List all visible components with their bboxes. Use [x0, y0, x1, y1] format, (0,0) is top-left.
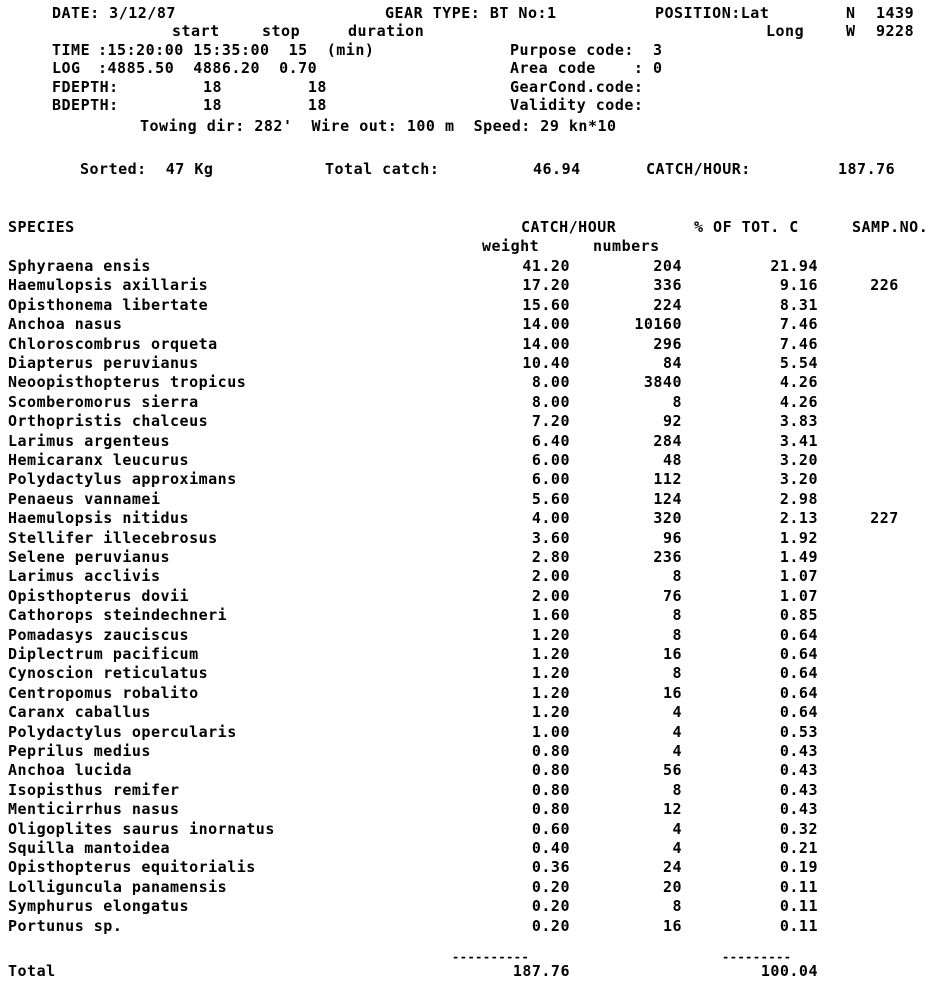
- numbers-header: numbers: [593, 237, 660, 255]
- pct-value: 0.11: [779, 878, 818, 896]
- fdepth-values: 18 18: [203, 78, 327, 96]
- species-name: Polydactylus opercularis: [8, 723, 237, 741]
- table-row: [0, 353, 950, 373]
- weight-value: 6.00: [531, 451, 570, 469]
- pct-value: 0.64: [779, 664, 818, 682]
- pct-value: 1.07: [779, 587, 818, 605]
- pct-value: 0.64: [779, 626, 818, 644]
- pct-value: 0.64: [779, 645, 818, 663]
- species-name: Pomadasys zauciscus: [8, 626, 190, 644]
- weight-value: 2.00: [531, 587, 570, 605]
- numbers-value: 12: [662, 800, 682, 818]
- table-row: [0, 334, 950, 354]
- numbers-value: 84: [662, 354, 682, 372]
- samp-no-header: SAMP.NO.: [852, 218, 929, 236]
- weight-underline: ----------: [452, 950, 530, 964]
- weight-value: 1.20: [531, 684, 570, 702]
- numbers-value: 320: [653, 509, 682, 527]
- species-name: Diapterus peruvianus: [8, 354, 199, 372]
- weight-value: 3.60: [531, 529, 570, 547]
- numbers-value: 224: [653, 296, 682, 314]
- pct-value: 3.83: [779, 412, 818, 430]
- catch-hour-label: CATCH/HOUR:: [646, 160, 751, 178]
- sample-number: 226: [870, 276, 899, 294]
- species-name: Portunus sp.: [8, 917, 123, 935]
- numbers-value: 236: [653, 548, 682, 566]
- numbers-value: 76: [662, 587, 682, 605]
- table-row: [0, 489, 950, 509]
- table-row: [0, 877, 950, 897]
- species-name: Centropomus robalito: [8, 684, 199, 702]
- time-label: TIME: [52, 41, 91, 59]
- numbers-value: 8: [672, 567, 682, 585]
- species-name: Isopisthus remifer: [8, 781, 180, 799]
- pct-underline: ---------: [722, 950, 792, 964]
- weight-value: 4.00: [531, 509, 570, 527]
- weight-value: 0.20: [531, 878, 570, 896]
- weight-value: 0.40: [531, 839, 570, 857]
- pct-value: 0.43: [779, 742, 818, 760]
- numbers-value: 8: [672, 664, 682, 682]
- numbers-value: 4: [672, 839, 682, 857]
- catch-hour-value: 187.76: [838, 160, 896, 178]
- numbers-value: 4: [672, 723, 682, 741]
- numbers-value: 8: [672, 626, 682, 644]
- table-row: [0, 392, 950, 412]
- numbers-value: 92: [662, 412, 682, 430]
- numbers-value: 16: [662, 684, 682, 702]
- numbers-value: 8: [672, 781, 682, 799]
- pct-value: 1.07: [779, 567, 818, 585]
- gearcond-code: GearCond.code:: [510, 78, 644, 96]
- table-row: [0, 450, 950, 470]
- species-name: Cathorops steindechneri: [8, 606, 228, 624]
- weight-value: 5.60: [531, 490, 570, 508]
- pct-value: 0.43: [779, 761, 818, 779]
- position-lat-label: POSITION:Lat: [655, 4, 770, 22]
- pct-value: 8.31: [779, 296, 818, 314]
- total-catch-value: 46.94: [533, 160, 581, 178]
- species-name: Diplectrum pacificum: [8, 645, 199, 663]
- validity-code: Validity code:: [510, 96, 644, 114]
- pct-value: 0.43: [779, 800, 818, 818]
- weight-value: 10.40: [522, 354, 570, 372]
- numbers-value: 20: [662, 878, 682, 896]
- weight-value: 0.20: [531, 897, 570, 915]
- weight-value: 0.60: [531, 820, 570, 838]
- table-row: [0, 799, 950, 819]
- species-name: Cynoscion reticulatus: [8, 664, 209, 682]
- numbers-value: 204: [653, 257, 682, 275]
- pct-value: 1.49: [779, 548, 818, 566]
- numbers-value: 284: [653, 432, 682, 450]
- weight-value: 0.80: [531, 742, 570, 760]
- species-header: SPECIES: [8, 218, 75, 236]
- pct-value: 3.20: [779, 470, 818, 488]
- weight-value: 2.00: [531, 567, 570, 585]
- weight-header: weight: [482, 237, 540, 255]
- weight-value: 17.20: [522, 276, 570, 294]
- fdepth-label: FDEPTH:: [52, 78, 119, 96]
- table-row: [0, 760, 950, 780]
- table-row: [0, 683, 950, 703]
- weight-value: 6.00: [531, 470, 570, 488]
- gear-type-label: GEAR TYPE: BT No:1: [385, 4, 557, 22]
- pct-value: 0.53: [779, 723, 818, 741]
- table-row: [0, 838, 950, 858]
- table-row: [0, 431, 950, 451]
- table-row: [0, 314, 950, 334]
- long-label: Long: [766, 22, 805, 40]
- pct-value: 21.94: [770, 257, 818, 275]
- numbers-value: 296: [653, 335, 682, 353]
- species-name: Peprilus medius: [8, 742, 151, 760]
- pct-value: 3.41: [779, 432, 818, 450]
- table-row: [0, 857, 950, 877]
- pct-value: 2.13: [779, 509, 818, 527]
- pct-value: 0.64: [779, 684, 818, 702]
- species-name: Chloroscombrus orqueta: [8, 335, 218, 353]
- species-name: Penaeus vannamei: [8, 490, 161, 508]
- bdepth-values: 18 18: [203, 96, 327, 114]
- weight-value: 1.20: [531, 645, 570, 663]
- weight-value: 14.00: [522, 315, 570, 333]
- species-name: Anchoa nasus: [8, 315, 123, 333]
- table-row: [0, 411, 950, 431]
- species-name: Menticirrhus nasus: [8, 800, 180, 818]
- weight-value: 1.20: [531, 664, 570, 682]
- numbers-value: 112: [653, 470, 682, 488]
- pct-value: 7.46: [779, 335, 818, 353]
- species-name: Sphyraena ensis: [8, 257, 151, 275]
- numbers-value: 3840: [643, 373, 682, 391]
- col-duration-label: duration: [348, 22, 425, 40]
- species-name: Caranx caballus: [8, 703, 151, 721]
- table-row: [0, 275, 950, 295]
- numbers-value: 8: [672, 897, 682, 915]
- species-name: Polydactylus approximans: [8, 470, 237, 488]
- pct-value: 2.98: [779, 490, 818, 508]
- species-name: Squilla mantoidea: [8, 839, 171, 857]
- pct-value: 0.11: [779, 917, 818, 935]
- pct-value: 0.19: [779, 858, 818, 876]
- log-values: :4885.50 4886.20 0.70: [98, 59, 318, 77]
- numbers-value: 336: [653, 276, 682, 294]
- pct-value: 0.43: [779, 781, 818, 799]
- pct-value: 3.20: [779, 451, 818, 469]
- pct-value: 0.64: [779, 703, 818, 721]
- species-name: Haemulopsis nitidus: [8, 509, 190, 527]
- col-stop-label: stop: [262, 22, 301, 40]
- numbers-value: 10160: [634, 315, 682, 333]
- area-code: Area code : 0: [510, 59, 663, 77]
- table-row: [0, 605, 950, 625]
- weight-value: 0.20: [531, 917, 570, 935]
- table-row: [0, 780, 950, 800]
- table-row: [0, 896, 950, 916]
- table-row: [0, 295, 950, 315]
- weight-value: 8.00: [531, 373, 570, 391]
- pct-value: 0.32: [779, 820, 818, 838]
- species-name: Neoopisthopterus tropicus: [8, 373, 247, 391]
- species-name: Opisthopterus dovii: [8, 587, 190, 605]
- log-label: LOG: [52, 59, 81, 77]
- species-name: Scomberomorus sierra: [8, 393, 199, 411]
- table-row: [0, 528, 950, 548]
- species-name: Opisthonema libertate: [8, 296, 209, 314]
- catch-hour-header: CATCH/HOUR: [521, 218, 617, 236]
- species-name: Hemicaranx leucurus: [8, 451, 190, 469]
- total-weight: 187.76: [512, 962, 570, 980]
- species-name: Selene peruvianus: [8, 548, 171, 566]
- species-name: Larimus argenteus: [8, 432, 171, 450]
- bdepth-label: BDEPTH:: [52, 96, 119, 114]
- weight-value: 8.00: [531, 393, 570, 411]
- col-start-label: start: [172, 22, 220, 40]
- table-row: [0, 644, 950, 664]
- weight-value: 1.20: [531, 703, 570, 721]
- total-catch-label: Total catch:: [325, 160, 440, 178]
- sample-number: 227: [870, 509, 899, 527]
- pct-value: 0.85: [779, 606, 818, 624]
- numbers-value: 4: [672, 820, 682, 838]
- weight-value: 0.36: [531, 858, 570, 876]
- numbers-value: 16: [662, 917, 682, 935]
- table-row: [0, 819, 950, 839]
- weight-value: 0.80: [531, 800, 570, 818]
- table-row: [0, 663, 950, 683]
- long-direction: W: [846, 22, 856, 40]
- species-name: Haemulopsis axillaris: [8, 276, 209, 294]
- species-name: Symphurus elongatus: [8, 897, 190, 915]
- species-name: Opisthopterus equitorialis: [8, 858, 256, 876]
- pct-value: 0.11: [779, 897, 818, 915]
- pct-value: 7.46: [779, 315, 818, 333]
- species-name: Larimus acclivis: [8, 567, 161, 585]
- numbers-value: 124: [653, 490, 682, 508]
- weight-value: 41.20: [522, 257, 570, 275]
- weight-value: 1.00: [531, 723, 570, 741]
- numbers-value: 8: [672, 393, 682, 411]
- pct-value: 1.92: [779, 529, 818, 547]
- table-row: [0, 566, 950, 586]
- table-row: [0, 702, 950, 722]
- weight-value: 1.60: [531, 606, 570, 624]
- pct-value: 9.16: [779, 276, 818, 294]
- table-row: [0, 372, 950, 392]
- pct-value: 4.26: [779, 373, 818, 391]
- species-name: Oligoplites saurus inornatus: [8, 820, 275, 838]
- numbers-value: 4: [672, 742, 682, 760]
- numbers-value: 8: [672, 606, 682, 624]
- species-name: Orthopristis chalceus: [8, 412, 209, 430]
- weight-value: 15.60: [522, 296, 570, 314]
- numbers-value: 48: [662, 451, 682, 469]
- pct-value: 5.54: [779, 354, 818, 372]
- long-value: 9228: [876, 22, 915, 40]
- species-name: Lolliguncula panamensis: [8, 878, 228, 896]
- numbers-value: 16: [662, 645, 682, 663]
- time-values: :15:20:00 15:35:00 15 (min): [98, 41, 375, 59]
- table-row: [0, 547, 950, 567]
- numbers-value: 96: [662, 529, 682, 547]
- species-name: Stellifer illecebrosus: [8, 529, 218, 547]
- weight-value: 0.80: [531, 761, 570, 779]
- weight-value: 1.20: [531, 626, 570, 644]
- numbers-value: 24: [662, 858, 682, 876]
- pct-value: 0.21: [779, 839, 818, 857]
- table-row: [0, 722, 950, 742]
- table-row: [0, 916, 950, 936]
- towing-info: Towing dir: 282' Wire out: 100 m Speed: 29 kn*10: [140, 117, 617, 135]
- weight-value: 6.40: [531, 432, 570, 450]
- weight-value: 2.80: [531, 548, 570, 566]
- total-pct: 100.04: [760, 962, 818, 980]
- sorted-weight: Sorted: 47 Kg: [80, 160, 214, 178]
- table-row: [0, 586, 950, 606]
- table-row: [0, 469, 950, 489]
- species-name: Anchoa lucida: [8, 761, 132, 779]
- weight-value: 7.20: [531, 412, 570, 430]
- weight-value: 14.00: [522, 335, 570, 353]
- purpose-code: Purpose code: 3: [510, 41, 663, 59]
- date-label: DATE: 3/12/87: [52, 4, 176, 22]
- lat-value: 1439: [876, 4, 915, 22]
- total-label: Total: [8, 962, 56, 980]
- lat-direction: N: [846, 4, 856, 22]
- table-row: [0, 625, 950, 645]
- table-row: [0, 741, 950, 761]
- table-row: [0, 256, 950, 276]
- table-row: [0, 508, 950, 528]
- numbers-value: 56: [662, 761, 682, 779]
- pct-value: 4.26: [779, 393, 818, 411]
- weight-value: 0.80: [531, 781, 570, 799]
- numbers-value: 4: [672, 703, 682, 721]
- pct-total-header: % OF TOT. C: [694, 218, 799, 236]
